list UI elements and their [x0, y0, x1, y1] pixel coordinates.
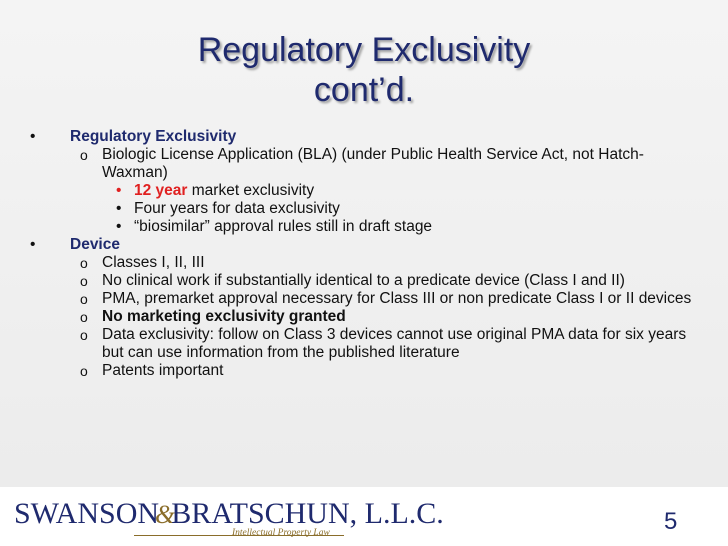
title-line-1: Regulatory Exclusivity: [197, 31, 531, 69]
bullet-marker: •: [30, 236, 36, 253]
item-marker: •: [116, 218, 122, 235]
highlight-text: 12 year: [134, 182, 188, 199]
bullet-device: [24, 236, 714, 254]
logo-wordmark: [14, 497, 444, 532]
sub-bullet-pma: [24, 290, 692, 308]
sub-bullet-marker: o: [80, 291, 88, 307]
item-text: market exclusivity: [187, 182, 315, 199]
bullet-regulatory-exclusivity: [24, 128, 714, 146]
slide-body: [24, 128, 714, 380]
sub-bullet-patents: [24, 362, 692, 380]
sub-bullet-text: Classes I, II, III: [102, 254, 205, 271]
logo-text-bratschun: BRATSCHUN, L.L.C.: [171, 497, 444, 530]
sub-bullet-text: Patents important: [102, 362, 224, 379]
sub-bullet-text: No clinical work if substantially identical to a predicate device (Class I and II): [102, 272, 625, 289]
item-marker: •: [116, 182, 122, 199]
item-biosimilar: [24, 218, 714, 236]
page-number: 5: [664, 508, 678, 535]
bullet-marker: •: [30, 128, 36, 145]
sub-bullet-marker: o: [80, 147, 88, 163]
logo-text-swanson: SWANSON: [14, 497, 160, 530]
item-marker: •: [116, 200, 122, 217]
sub-bullet-text: Biologic License Application (BLA) (under Public Health Service Act, not Hatch-Waxman): [102, 146, 644, 181]
item-text: “biosimilar” approval rules still in draft stage: [134, 218, 433, 235]
slide-title: [0, 30, 728, 110]
sub-bullet-marker: o: [80, 327, 88, 343]
sub-bullet-text: No marketing exclusivity granted: [102, 308, 346, 325]
item-12-year: [24, 182, 714, 200]
sub-bullet-marker: o: [80, 363, 88, 379]
bullet-label: Device: [70, 236, 120, 253]
sub-bullet-text: Data exclusivity: follow on Class 3 devices cannot use original PMA data for six years but can use information from the published literature: [102, 326, 687, 361]
firm-logo: [14, 497, 444, 543]
sub-bullet-no-marketing-exclusivity: [24, 308, 692, 326]
bullet-label: Regulatory Exclusivity: [70, 128, 237, 145]
item-data-exclusivity: [24, 200, 714, 218]
item-text: Four years for data exclusivity: [134, 200, 340, 217]
logo-ampersand: &: [155, 500, 176, 529]
sub-bullet-bla: [24, 146, 692, 182]
sub-bullet-marker: o: [80, 309, 88, 325]
sub-bullet-marker: o: [80, 273, 88, 289]
logo-tagline: Intellectual Property Law: [232, 528, 330, 538]
title-line-2: cont’d.: [313, 71, 415, 109]
sub-bullet-marker: o: [80, 255, 88, 271]
sub-bullet-classes: [24, 254, 692, 272]
sub-bullet-no-clinical-work: [24, 272, 692, 290]
sub-bullet-data-exclusivity: [24, 326, 692, 362]
sub-bullet-text: PMA, premarket approval necessary for Class III or non predicate Class I or II devices: [102, 290, 692, 307]
